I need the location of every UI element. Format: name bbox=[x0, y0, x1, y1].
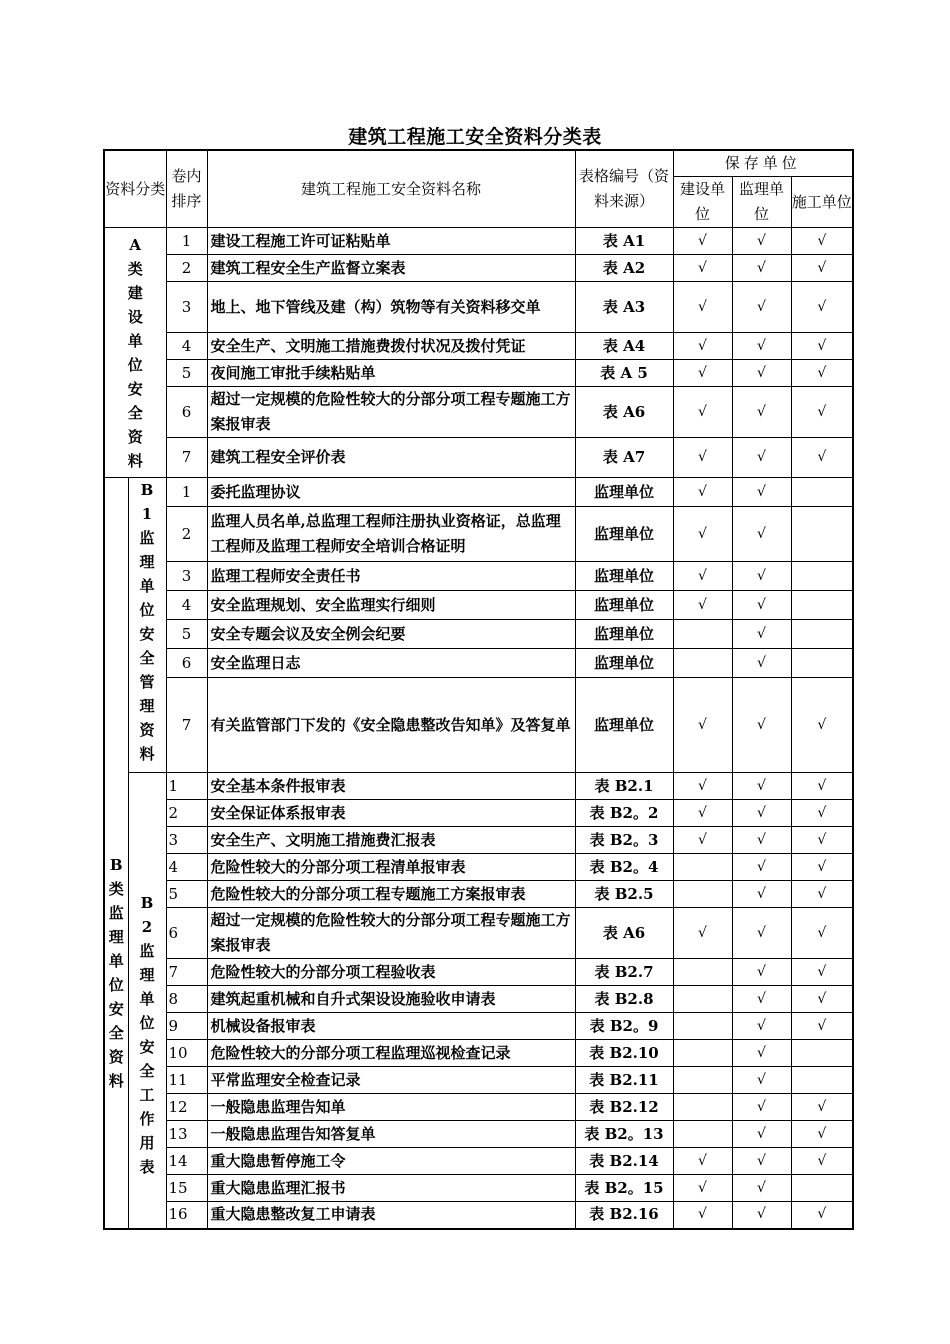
row-form-number: 表 B2.11 bbox=[575, 1067, 673, 1094]
table-row bbox=[104, 1013, 853, 1040]
check-construct: √ bbox=[791, 986, 853, 1013]
check-build: √ bbox=[673, 678, 732, 773]
row-document-name: 重大隐患整改复工申请表 bbox=[207, 1202, 575, 1229]
row-form-number: 表 A6 bbox=[575, 908, 673, 959]
row-document-name: 安全生产、文明施工措施费拨付状况及拨付凭证 bbox=[207, 333, 575, 360]
check-construct: √ bbox=[791, 678, 853, 773]
row-seq: 2 bbox=[166, 800, 207, 827]
row-document-name: 重大隐患监理汇报书 bbox=[207, 1175, 575, 1202]
check-construct bbox=[791, 620, 853, 649]
check-construct: √ bbox=[791, 333, 853, 360]
check-construct: √ bbox=[791, 908, 853, 959]
check-construct: √ bbox=[791, 228, 853, 255]
check-construct: √ bbox=[791, 282, 853, 333]
check-supervise: √ bbox=[732, 1175, 791, 1202]
row-document-name: 安全生产、文明施工措施费汇报表 bbox=[207, 827, 575, 854]
row-form-number: 表 A3 bbox=[575, 282, 673, 333]
check-build bbox=[673, 986, 732, 1013]
row-seq: 3 bbox=[166, 282, 207, 333]
row-document-name: 一般隐患监理告知答复单 bbox=[207, 1121, 575, 1148]
check-build bbox=[673, 1094, 732, 1121]
check-supervise: √ bbox=[732, 1121, 791, 1148]
check-supervise: √ bbox=[732, 360, 791, 387]
header-build-unit: 建设单位 bbox=[673, 177, 732, 228]
check-supervise: √ bbox=[732, 1094, 791, 1121]
table-row bbox=[104, 881, 853, 908]
row-document-name: 委托监理协议 bbox=[207, 478, 575, 507]
row-form-number: 监理单位 bbox=[575, 478, 673, 507]
table-row bbox=[104, 507, 853, 562]
check-construct: √ bbox=[791, 800, 853, 827]
check-supervise: √ bbox=[732, 1202, 791, 1229]
check-construct: √ bbox=[791, 360, 853, 387]
table-row bbox=[104, 591, 853, 620]
check-construct: √ bbox=[791, 959, 853, 986]
row-seq: 5 bbox=[166, 881, 207, 908]
row-seq: 7 bbox=[166, 678, 207, 773]
document-title: 建筑工程施工安全资料分类表 bbox=[348, 126, 602, 148]
group-b1-label-text: B1监理单位安全管理资料 bbox=[139, 481, 155, 763]
row-document-name: 安全监理日志 bbox=[207, 649, 575, 678]
row-document-name: 安全保证体系报审表 bbox=[207, 800, 575, 827]
check-build: √ bbox=[673, 561, 732, 590]
row-document-name: 建筑工程安全生产监督立案表 bbox=[207, 255, 575, 282]
check-supervise: √ bbox=[732, 827, 791, 854]
row-document-name: 超过一定规模的危险性较大的分部分项工程专题施工方案报审表 bbox=[207, 908, 575, 959]
check-build: √ bbox=[673, 773, 732, 800]
group-b2-label bbox=[128, 773, 166, 1229]
check-build: √ bbox=[673, 908, 732, 959]
row-form-number: 表 B2.8 bbox=[575, 986, 673, 1013]
header-category: 资料分类 bbox=[104, 150, 166, 228]
check-supervise: √ bbox=[732, 800, 791, 827]
row-document-name: 一般隐患监理告知单 bbox=[207, 1094, 575, 1121]
table-row bbox=[104, 478, 853, 507]
table-row bbox=[104, 255, 853, 282]
table-row bbox=[104, 908, 853, 959]
row-form-number: 表 A6 bbox=[575, 387, 673, 438]
check-supervise: √ bbox=[732, 1067, 791, 1094]
check-construct: √ bbox=[791, 881, 853, 908]
check-construct: √ bbox=[791, 1013, 853, 1040]
check-build bbox=[673, 1121, 732, 1148]
row-document-name: 监理工程师安全责任书 bbox=[207, 561, 575, 590]
check-supervise: √ bbox=[732, 1013, 791, 1040]
check-supervise: √ bbox=[732, 959, 791, 986]
row-form-number: 表 B2.14 bbox=[575, 1148, 673, 1175]
table-row bbox=[104, 1067, 853, 1094]
check-supervise: √ bbox=[732, 333, 791, 360]
table-row bbox=[104, 678, 853, 773]
check-build bbox=[673, 1067, 732, 1094]
check-construct bbox=[791, 1175, 853, 1202]
table-row bbox=[104, 438, 853, 478]
check-construct bbox=[791, 649, 853, 678]
check-build bbox=[673, 1013, 732, 1040]
table-row bbox=[104, 854, 853, 881]
row-document-name: 机械设备报审表 bbox=[207, 1013, 575, 1040]
row-document-name: 安全专题会议及安全例会纪要 bbox=[207, 620, 575, 649]
check-construct bbox=[791, 561, 853, 590]
row-seq: 7 bbox=[166, 438, 207, 478]
row-form-number: 表 A7 bbox=[575, 438, 673, 478]
check-supervise: √ bbox=[732, 561, 791, 590]
check-construct: √ bbox=[791, 773, 853, 800]
check-supervise: √ bbox=[732, 620, 791, 649]
check-supervise: √ bbox=[732, 1148, 791, 1175]
row-document-name: 有关监管部门下发的《安全隐患整改告知单》及答复单 bbox=[207, 678, 575, 773]
row-seq: 1 bbox=[166, 773, 207, 800]
row-document-name: 建筑工程安全评价表 bbox=[207, 438, 575, 478]
check-build: √ bbox=[673, 387, 732, 438]
check-supervise: √ bbox=[732, 881, 791, 908]
row-seq: 2 bbox=[166, 507, 207, 562]
check-supervise: √ bbox=[732, 282, 791, 333]
row-seq: 4 bbox=[166, 333, 207, 360]
row-document-name: 危险性较大的分部分项工程清单报审表 bbox=[207, 854, 575, 881]
row-form-number: 表 B2。13 bbox=[575, 1121, 673, 1148]
row-seq: 3 bbox=[166, 827, 207, 854]
table-row bbox=[104, 1148, 853, 1175]
row-document-name: 建筑起重机械和自升式架设设施验收申请表 bbox=[207, 986, 575, 1013]
table-row bbox=[104, 986, 853, 1013]
table-row bbox=[104, 1040, 853, 1067]
check-construct: √ bbox=[791, 1121, 853, 1148]
row-form-number: 监理单位 bbox=[575, 678, 673, 773]
table-row bbox=[104, 1202, 853, 1229]
check-build bbox=[673, 959, 732, 986]
row-document-name: 危险性较大的分部分项工程验收表 bbox=[207, 959, 575, 986]
check-supervise: √ bbox=[732, 649, 791, 678]
row-seq: 13 bbox=[166, 1121, 207, 1148]
row-seq: 12 bbox=[166, 1094, 207, 1121]
check-construct: √ bbox=[791, 438, 853, 478]
check-construct: √ bbox=[791, 1202, 853, 1229]
row-seq: 8 bbox=[166, 986, 207, 1013]
check-supervise: √ bbox=[732, 478, 791, 507]
table-row bbox=[104, 959, 853, 986]
check-build: √ bbox=[673, 360, 732, 387]
check-build bbox=[673, 881, 732, 908]
table-row bbox=[104, 1175, 853, 1202]
row-form-number: 表 B2.7 bbox=[575, 959, 673, 986]
row-form-number: 表 B2.1 bbox=[575, 773, 673, 800]
row-document-name: 建设工程施工许可证粘贴单 bbox=[207, 228, 575, 255]
row-form-number: 表 B2.12 bbox=[575, 1094, 673, 1121]
row-seq: 11 bbox=[166, 1067, 207, 1094]
row-seq: 1 bbox=[166, 228, 207, 255]
row-document-name: 危险性较大的分部分项工程监理巡视检查记录 bbox=[207, 1040, 575, 1067]
check-construct: √ bbox=[791, 1148, 853, 1175]
row-seq: 10 bbox=[166, 1040, 207, 1067]
table-row bbox=[104, 827, 853, 854]
row-seq: 9 bbox=[166, 1013, 207, 1040]
table-row bbox=[104, 228, 853, 255]
safety-document-classification-table bbox=[103, 149, 854, 1230]
row-seq: 7 bbox=[166, 959, 207, 986]
row-seq: 16 bbox=[166, 1202, 207, 1229]
row-document-name: 安全基本条件报审表 bbox=[207, 773, 575, 800]
check-build: √ bbox=[673, 800, 732, 827]
group-b-label bbox=[104, 478, 128, 1229]
check-supervise: √ bbox=[732, 507, 791, 562]
check-build: √ bbox=[673, 1148, 732, 1175]
table-row bbox=[104, 1094, 853, 1121]
table-row bbox=[104, 282, 853, 333]
header-form-number: 表格编号（资料来源） bbox=[575, 150, 673, 228]
table-row bbox=[104, 333, 853, 360]
row-document-name: 地上、地下管线及建（构）筑物等有关资料移交单 bbox=[207, 282, 575, 333]
group-b2-label-text: B2监理单位安全工作用表 bbox=[139, 894, 155, 1177]
table-row bbox=[104, 800, 853, 827]
group-b-label-text: B类监理单位安全资料 bbox=[108, 855, 124, 1090]
check-build: √ bbox=[673, 1202, 732, 1229]
table-row bbox=[104, 387, 853, 438]
table-row bbox=[104, 620, 853, 649]
row-seq: 2 bbox=[166, 255, 207, 282]
group-b1-label bbox=[128, 478, 166, 773]
row-document-name: 安全监理规划、安全监理实行细则 bbox=[207, 591, 575, 620]
check-construct: √ bbox=[791, 827, 853, 854]
table-row bbox=[104, 360, 853, 387]
check-build bbox=[673, 649, 732, 678]
row-document-name: 超过一定规模的危险性较大的分部分项工程专题施工方案报审表 bbox=[207, 387, 575, 438]
row-seq: 15 bbox=[166, 1175, 207, 1202]
row-document-name: 夜间施工审批手续粘贴单 bbox=[207, 360, 575, 387]
row-form-number: 监理单位 bbox=[575, 561, 673, 590]
row-form-number: 表 B2。4 bbox=[575, 854, 673, 881]
check-build: √ bbox=[673, 255, 732, 282]
row-document-name: 危险性较大的分部分项工程专题施工方案报审表 bbox=[207, 881, 575, 908]
row-form-number: 表 B2。9 bbox=[575, 1013, 673, 1040]
header-name: 建筑工程施工安全资料名称 bbox=[207, 150, 575, 228]
header-construct-unit: 施工单位 bbox=[791, 177, 853, 228]
check-construct bbox=[791, 1040, 853, 1067]
check-build: √ bbox=[673, 478, 732, 507]
table-row bbox=[104, 773, 853, 800]
row-form-number: 表 B2.10 bbox=[575, 1040, 673, 1067]
row-form-number: 表 B2.16 bbox=[575, 1202, 673, 1229]
group-a-label bbox=[104, 228, 166, 478]
row-form-number: 表 B2.5 bbox=[575, 881, 673, 908]
check-construct: √ bbox=[791, 255, 853, 282]
row-form-number: 监理单位 bbox=[575, 649, 673, 678]
check-supervise: √ bbox=[732, 438, 791, 478]
check-supervise: √ bbox=[732, 591, 791, 620]
check-construct: √ bbox=[791, 1094, 853, 1121]
row-seq: 4 bbox=[166, 854, 207, 881]
check-construct bbox=[791, 478, 853, 507]
row-form-number: 表 A2 bbox=[575, 255, 673, 282]
row-form-number: 表 B2。15 bbox=[575, 1175, 673, 1202]
check-build: √ bbox=[673, 1175, 732, 1202]
table-row bbox=[104, 649, 853, 678]
row-seq: 6 bbox=[166, 908, 207, 959]
row-form-number: 监理单位 bbox=[575, 620, 673, 649]
group-a-label-text: A类建设单位安全资料 bbox=[127, 235, 143, 470]
row-form-number: 监理单位 bbox=[575, 591, 673, 620]
check-supervise: √ bbox=[732, 387, 791, 438]
check-build bbox=[673, 854, 732, 881]
table-row bbox=[104, 1121, 853, 1148]
check-construct: √ bbox=[791, 854, 853, 881]
row-document-name: 监理人员名单,总监理工程师注册执业资格证，总监理工程师及监理工程师安全培训合格证明 bbox=[207, 507, 575, 562]
row-form-number: 表 A4 bbox=[575, 333, 673, 360]
header-supervise-unit: 监理单位 bbox=[732, 177, 791, 228]
row-document-name: 平常监理安全检查记录 bbox=[207, 1067, 575, 1094]
check-construct bbox=[791, 591, 853, 620]
check-supervise: √ bbox=[732, 986, 791, 1013]
row-seq: 5 bbox=[166, 620, 207, 649]
check-build: √ bbox=[673, 228, 732, 255]
check-supervise: √ bbox=[732, 255, 791, 282]
row-seq: 4 bbox=[166, 591, 207, 620]
header-keep-unit: 保存单位 bbox=[673, 150, 853, 177]
check-build bbox=[673, 620, 732, 649]
check-build: √ bbox=[673, 507, 732, 562]
row-seq: 6 bbox=[166, 387, 207, 438]
check-supervise: √ bbox=[732, 228, 791, 255]
row-seq: 3 bbox=[166, 561, 207, 590]
check-build: √ bbox=[673, 827, 732, 854]
check-supervise: √ bbox=[732, 854, 791, 881]
check-build: √ bbox=[673, 591, 732, 620]
row-document-name: 重大隐患暂停施工令 bbox=[207, 1148, 575, 1175]
row-form-number: 表 B2。3 bbox=[575, 827, 673, 854]
table-row bbox=[104, 561, 853, 590]
check-supervise: √ bbox=[732, 1040, 791, 1067]
header-order: 卷内排序 bbox=[166, 150, 207, 228]
row-seq: 5 bbox=[166, 360, 207, 387]
check-supervise: √ bbox=[732, 908, 791, 959]
check-build: √ bbox=[673, 282, 732, 333]
row-form-number: 表 A1 bbox=[575, 228, 673, 255]
check-construct: √ bbox=[791, 387, 853, 438]
check-build: √ bbox=[673, 438, 732, 478]
row-form-number: 监理单位 bbox=[575, 507, 673, 562]
row-seq: 6 bbox=[166, 649, 207, 678]
row-seq: 14 bbox=[166, 1148, 207, 1175]
check-construct bbox=[791, 1067, 853, 1094]
row-seq: 1 bbox=[166, 478, 207, 507]
check-supervise: √ bbox=[732, 773, 791, 800]
check-supervise: √ bbox=[732, 678, 791, 773]
row-form-number: 表 B2。2 bbox=[575, 800, 673, 827]
check-construct bbox=[791, 507, 853, 562]
row-form-number: 表 A 5 bbox=[575, 360, 673, 387]
check-build bbox=[673, 1040, 732, 1067]
check-build: √ bbox=[673, 333, 732, 360]
